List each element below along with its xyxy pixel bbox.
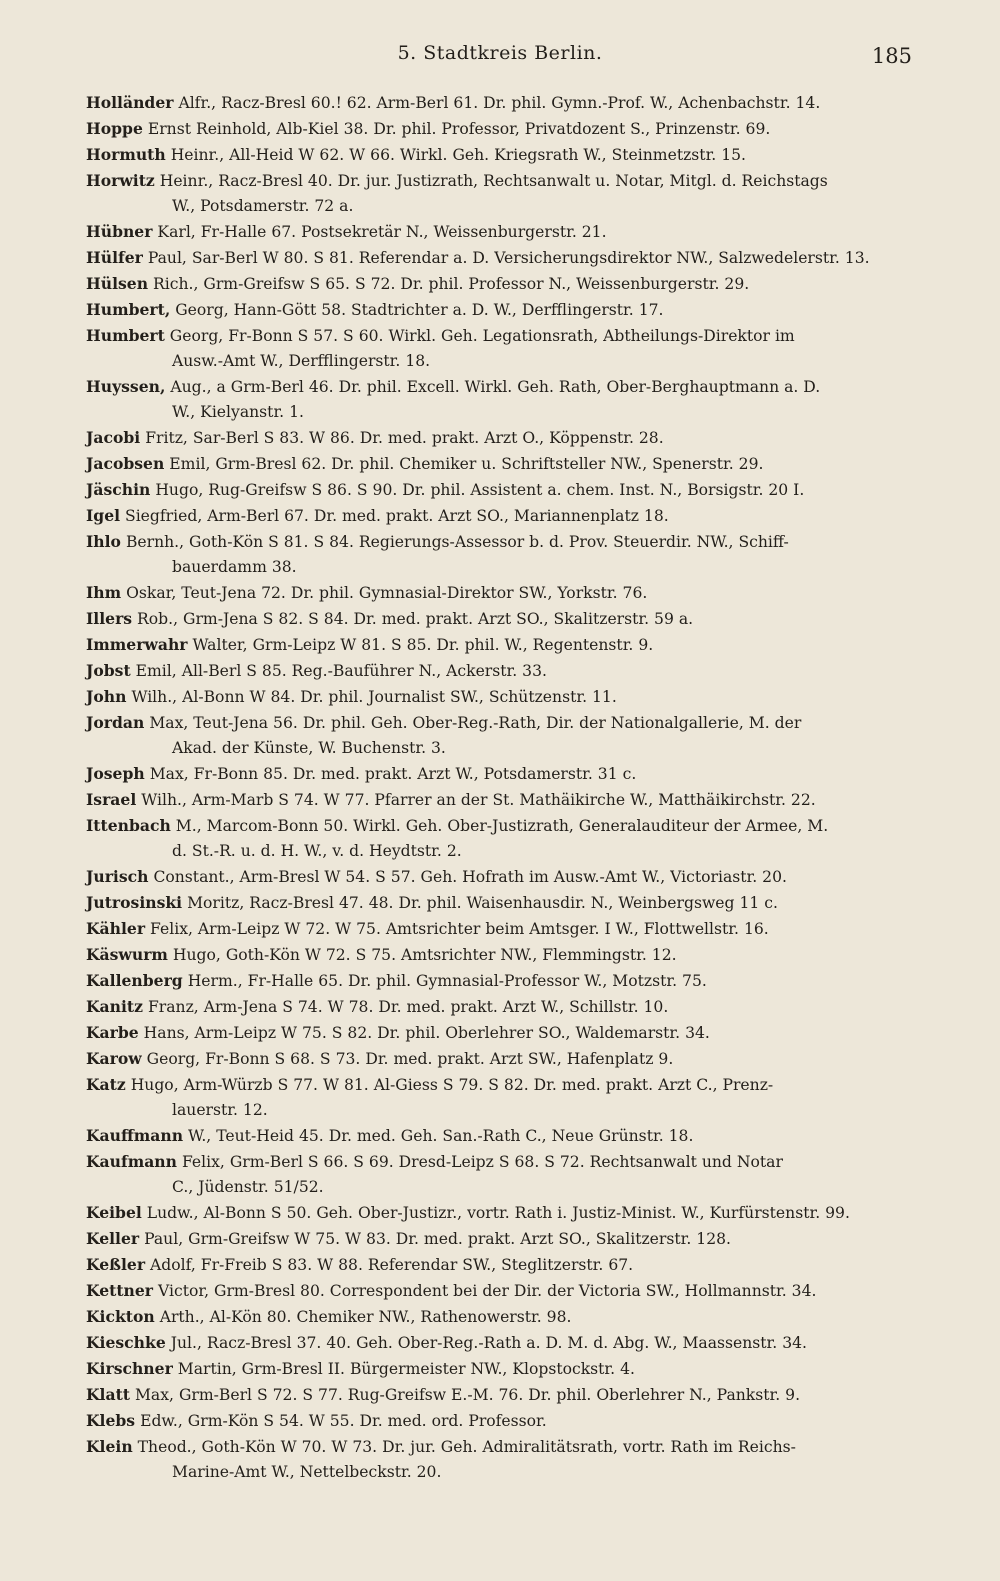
directory-entry: [88, 916, 920, 942]
entry-text: Arth., Al-Kön 80. Chemiker NW., Rathenowerstr. 98.: [159, 1308, 572, 1326]
directory-entry: [88, 580, 920, 606]
entry-text: Jul., Racz-Bresl 37. 40. Geh. Ober-Reg.-Rath a. D. M. d. Abg. W., Maassenstr. 34.: [170, 1334, 807, 1352]
directory-entry: [88, 968, 920, 994]
directory-entry: [88, 813, 920, 864]
entry-name: Kieschke: [86, 1333, 166, 1352]
entry-text: Felix, Arm-Leipz W 72. W 75. Amtsrichter beim Amtsger. I W., Flottwellstr. 16.: [150, 920, 769, 938]
entry-name: Hülsen: [86, 274, 149, 293]
directory-entry: [88, 1046, 920, 1072]
entry-text: Hugo, Arm-Würzb S 77. W 81. Al-Giess S 79. S 82. Dr. med. prakt. Arzt C., Prenz-: [130, 1076, 774, 1094]
entry-continuation: d. St.-R. u. d. H. W., v. d. Heydtstr. 2.: [172, 842, 462, 860]
entry-text: Paul, Sar-Berl W 80. S 81. Referendar a. D. Versicherungsdirektor NW., Salzwedelerstr. 13.: [147, 249, 870, 267]
directory-entry: [88, 323, 920, 374]
entry-text: Theod., Goth-Kön W 70. W 73. Dr. jur. Geh. Admiralitätsrath, vortr. Rath im Reichs-: [137, 1438, 796, 1456]
directory-entry: [88, 890, 920, 916]
entry-text: Aug., a Grm-Berl 46. Dr. phil. Excell. Wirkl. Geh. Rath, Ober-Berghauptmann a. D.: [170, 378, 821, 396]
entry-text: Max, Teut-Jena 56. Dr. phil. Geh. Ober-Reg.-Rath, Dir. der Nationalgallerie, M. der: [149, 714, 802, 732]
directory-entry: [88, 761, 920, 787]
entry-name: Kaufmann: [86, 1152, 177, 1171]
entry-name: Israel: [86, 790, 137, 809]
entry-name: Joseph: [86, 764, 145, 783]
entry-name: Jäschin: [86, 480, 151, 499]
entry-name: Hülfer: [86, 248, 143, 267]
entry-text: Emil, All-Berl S 85. Reg.-Bauführer N., Ackerstr. 33.: [135, 662, 547, 680]
directory-entry: [88, 1382, 920, 1408]
directory-entry: [88, 271, 920, 297]
running-title: 5. Stadtkreis Berlin.: [397, 42, 603, 64]
directory-entry: [88, 168, 920, 219]
entry-name: Hormuth: [86, 145, 166, 164]
entry-name: Immerwahr: [86, 635, 188, 654]
entry-name: Humbert: [86, 326, 165, 345]
entry-text: Fritz, Sar-Berl S 83. W 86. Dr. med. prakt. Arzt O., Köppenstr. 28.: [145, 429, 664, 447]
entry-name: Käswurm: [86, 945, 168, 964]
entry-text: Felix, Grm-Berl S 66. S 69. Dresd-Leipz S 68. S 72. Rechtsanwalt und Notar: [181, 1153, 783, 1171]
directory-entry: [88, 1123, 920, 1149]
entry-name: Jordan: [86, 713, 145, 732]
directory-entry: [88, 142, 920, 168]
entry-name: Kauffmann: [86, 1126, 184, 1145]
directory-entry: [88, 297, 920, 323]
entry-name: Ihlo: [86, 532, 121, 551]
directory-entry: [88, 219, 920, 245]
directory-entry: [88, 1408, 920, 1434]
entry-name: Horwitz: [86, 171, 155, 190]
entry-name: Ittenbach: [86, 816, 171, 835]
entry-text: Wilh., Arm-Marb S 74. W 77. Pfarrer an der St. Mathäikirche W., Matthäikirchstr. 22.: [141, 791, 816, 809]
entry-text: Walter, Grm-Leipz W 81. S 85. Dr. phil. W., Regentenstr. 9.: [192, 636, 654, 654]
entry-name: Klein: [86, 1437, 133, 1456]
entry-text: Edw., Grm-Kön S 54. W 55. Dr. med. ord. Professor.: [140, 1412, 547, 1430]
entry-name: Katz: [86, 1075, 126, 1094]
entry-name: Keller: [86, 1229, 140, 1248]
entry-text: Karl, Fr-Halle 67. Postsekretär N., Weissenburgerstr. 21.: [157, 223, 607, 241]
entry-text: Hans, Arm-Leipz W 75. S 82. Dr. phil. Oberlehrer SO., Waldemarstr. 34.: [143, 1024, 710, 1042]
entry-continuation: W., Kielyanstr. 1.: [172, 403, 304, 421]
entry-text: Paul, Grm-Greifsw W 75. W 83. Dr. med. prakt. Arzt SO., Skalitzerstr. 128.: [144, 1230, 731, 1248]
entry-name: Jacobsen: [86, 454, 165, 473]
directory-entry: [88, 606, 920, 632]
entry-text: Martin, Grm-Bresl II. Bürgermeister NW., Klopstockstr. 4.: [177, 1360, 635, 1378]
entry-name: Illers: [86, 609, 133, 628]
directory-entry: [88, 684, 920, 710]
entry-text: Herm., Fr-Halle 65. Dr. phil. Gymnasial-Professor W., Motzstr. 75.: [187, 972, 707, 990]
entry-continuation: lauerstr. 12.: [172, 1101, 268, 1119]
entry-name: Hoppe: [86, 119, 143, 138]
directory-entry: [88, 1020, 920, 1046]
entry-name: John: [86, 687, 127, 706]
directory-entry: [88, 658, 920, 684]
entry-text: Heinr., All-Heid W 62. W 66. Wirkl. Geh. Kriegsrath W., Steinmetzstr. 15.: [170, 146, 747, 164]
directory-entry: [88, 787, 920, 813]
entry-text: Ernst Reinhold, Alb-Kiel 38. Dr. phil. Professor, Privatdozent S., Prinzenstr. 69.: [147, 120, 771, 138]
entry-name: Kettner: [86, 1281, 154, 1300]
directory-entry: [88, 374, 920, 425]
entry-text: Oskar, Teut-Jena 72. Dr. phil. Gymnasial-Direktor SW., Yorkstr. 76.: [126, 584, 648, 602]
entry-name: Humbert,: [86, 300, 171, 319]
entry-name: Ihm: [86, 583, 122, 602]
entry-continuation: Akad. der Künste, W. Buchenstr. 3.: [172, 739, 446, 757]
directory-entry: [88, 864, 920, 890]
entry-text: Adolf, Fr-Freib S 83. W 88. Referendar SW., Steglitzerstr. 67.: [150, 1256, 634, 1274]
entry-name: Huyssen,: [86, 377, 166, 396]
directory-entry: [88, 477, 920, 503]
directory-entry: [88, 1252, 920, 1278]
entry-continuation: Ausw.-Amt W., Derfflingerstr. 18.: [172, 352, 431, 370]
directory-entry: [88, 503, 920, 529]
entry-name: Jurisch: [86, 867, 149, 886]
directory-entry: [88, 632, 920, 658]
entry-name: Keibel: [86, 1203, 142, 1222]
directory-entry: [88, 1200, 920, 1226]
directory-entry: [88, 1072, 920, 1123]
entry-name: Karbe: [86, 1023, 139, 1042]
entry-name: Jacobi: [86, 428, 141, 447]
entry-text: Rich., Grm-Greifsw S 65. S 72. Dr. phil. Professor N., Weissenburgerstr. 29.: [153, 275, 750, 293]
entry-name: Kickton: [86, 1307, 155, 1326]
entry-text: Emil, Grm-Bresl 62. Dr. phil. Chemiker u. Schriftsteller NW., Spenerstr. 29.: [169, 455, 764, 473]
directory-entry: [88, 425, 920, 451]
directory-entry: [88, 1226, 920, 1252]
entry-name: Jutrosinski: [86, 893, 183, 912]
entry-name: Kallenberg: [86, 971, 183, 990]
page-number: 185: [871, 44, 912, 68]
entry-text: Heinr., Racz-Bresl 40. Dr. jur. Justizrath, Rechtsanwalt u. Notar, Mitgl. d. Reichstags: [159, 172, 828, 190]
directory-entry: [88, 1278, 920, 1304]
entry-name: Hübner: [86, 222, 153, 241]
directory-entry: [88, 710, 920, 761]
entry-text: Rob., Grm-Jena S 82. S 84. Dr. med. prakt. Arzt SO., Skalitzerstr. 59 a.: [137, 610, 694, 628]
directory-entry: [88, 451, 920, 477]
entry-name: Karow: [86, 1049, 142, 1068]
entry-text: M., Marcom-Bonn 50. Wirkl. Geh. Ober-Justizrath, Generalauditeur der Armee, M.: [175, 817, 829, 835]
entry-text: W., Teut-Heid 45. Dr. med. Geh. San.-Rath C., Neue Grünstr. 18.: [188, 1127, 694, 1145]
entry-text: Max, Fr-Bonn 85. Dr. med. prakt. Arzt W., Potsdamerstr. 31 c.: [149, 765, 637, 783]
entry-continuation: bauerdamm 38.: [172, 558, 297, 576]
page-header: [0, 38, 1000, 78]
entry-text: Bernh., Goth-Kön S 81. S 84. Regierungs-Assessor b. d. Prov. Steuerdir. NW., Schiff-: [125, 533, 789, 551]
directory-entry: [88, 1330, 920, 1356]
entry-text: Constant., Arm-Bresl W 54. S 57. Geh. Hofrath im Ausw.-Amt W., Victoriastr. 20.: [153, 868, 787, 886]
entry-text: Franz, Arm-Jena S 74. W 78. Dr. med. prakt. Arzt W., Schillstr. 10.: [147, 998, 669, 1016]
entry-text: Max, Grm-Berl S 72. S 77. Rug-Greifsw E.-M. 76. Dr. phil. Oberlehrer N., Pankstr. 9.: [134, 1386, 801, 1404]
directory-entry: [88, 245, 920, 271]
directory-entries: [88, 90, 920, 1485]
entry-continuation: C., Jüdenstr. 51/52.: [172, 1178, 324, 1196]
directory-entry: [88, 1304, 920, 1330]
directory-entry: [88, 1434, 920, 1485]
entry-name: Kähler: [86, 919, 146, 938]
directory-entry: [88, 90, 920, 116]
directory-entry: [88, 994, 920, 1020]
entry-text: Georg, Fr-Bonn S 57. S 60. Wirkl. Geh. Legationsrath, Abtheilungs-Direktor im: [169, 327, 795, 345]
entry-name: Klatt: [86, 1385, 130, 1404]
entry-name: Klebs: [86, 1411, 136, 1430]
directory-entry: [88, 116, 920, 142]
entry-name: Kirschner: [86, 1359, 173, 1378]
entry-text: Victor, Grm-Bresl 80. Correspondent bei der Dir. der Victoria SW., Hollmannstr. 34.: [157, 1282, 817, 1300]
directory-entry: [88, 529, 920, 580]
entry-text: Ludw., Al-Bonn S 50. Geh. Ober-Justizr., vortr. Rath i. Justiz-Minist. W., Kurfürstenstr. 99.: [146, 1204, 850, 1222]
entry-name: Keßler: [86, 1255, 146, 1274]
entry-text: Hugo, Rug-Greifsw S 86. S 90. Dr. phil. Assistent a. chem. Inst. N., Borsigstr. 20 I.: [155, 481, 805, 499]
entry-text: Alfr., Racz-Bresl 60.! 62. Arm-Berl 61. Dr. phil. Gymn.-Prof. W., Achenbachstr. 14.: [178, 94, 821, 112]
entry-name: Holländer: [86, 93, 174, 112]
entry-name: Jobst: [86, 661, 131, 680]
entry-text: Moritz, Racz-Bresl 47. 48. Dr. phil. Waisenhausdir. N., Weinbergsweg 11 c.: [187, 894, 778, 912]
entry-continuation: Marine-Amt W., Nettelbeckstr. 20.: [172, 1463, 442, 1481]
directory-entry: [88, 1149, 920, 1200]
directory-entry: [88, 1356, 920, 1382]
entry-name: Igel: [86, 506, 121, 525]
directory-entry: [88, 942, 920, 968]
entry-text: Hugo, Goth-Kön W 72. S 75. Amtsrichter NW., Flemmingstr. 12.: [172, 946, 677, 964]
entry-text: Wilh., Al-Bonn W 84. Dr. phil. Journalist SW., Schützenstr. 11.: [131, 688, 617, 706]
entry-text: Georg, Hann-Gött 58. Stadtrichter a. D. W., Derfflingerstr. 17.: [175, 301, 664, 319]
entry-text: Siegfried, Arm-Berl 67. Dr. med. prakt. Arzt SO., Mariannenplatz 18.: [125, 507, 669, 525]
entry-continuation: W., Potsdamerstr. 72 a.: [172, 197, 354, 215]
entry-text: Georg, Fr-Bonn S 68. S 73. Dr. med. prakt. Arzt SW., Hafenplatz 9.: [146, 1050, 674, 1068]
entry-name: Kanitz: [86, 997, 143, 1016]
